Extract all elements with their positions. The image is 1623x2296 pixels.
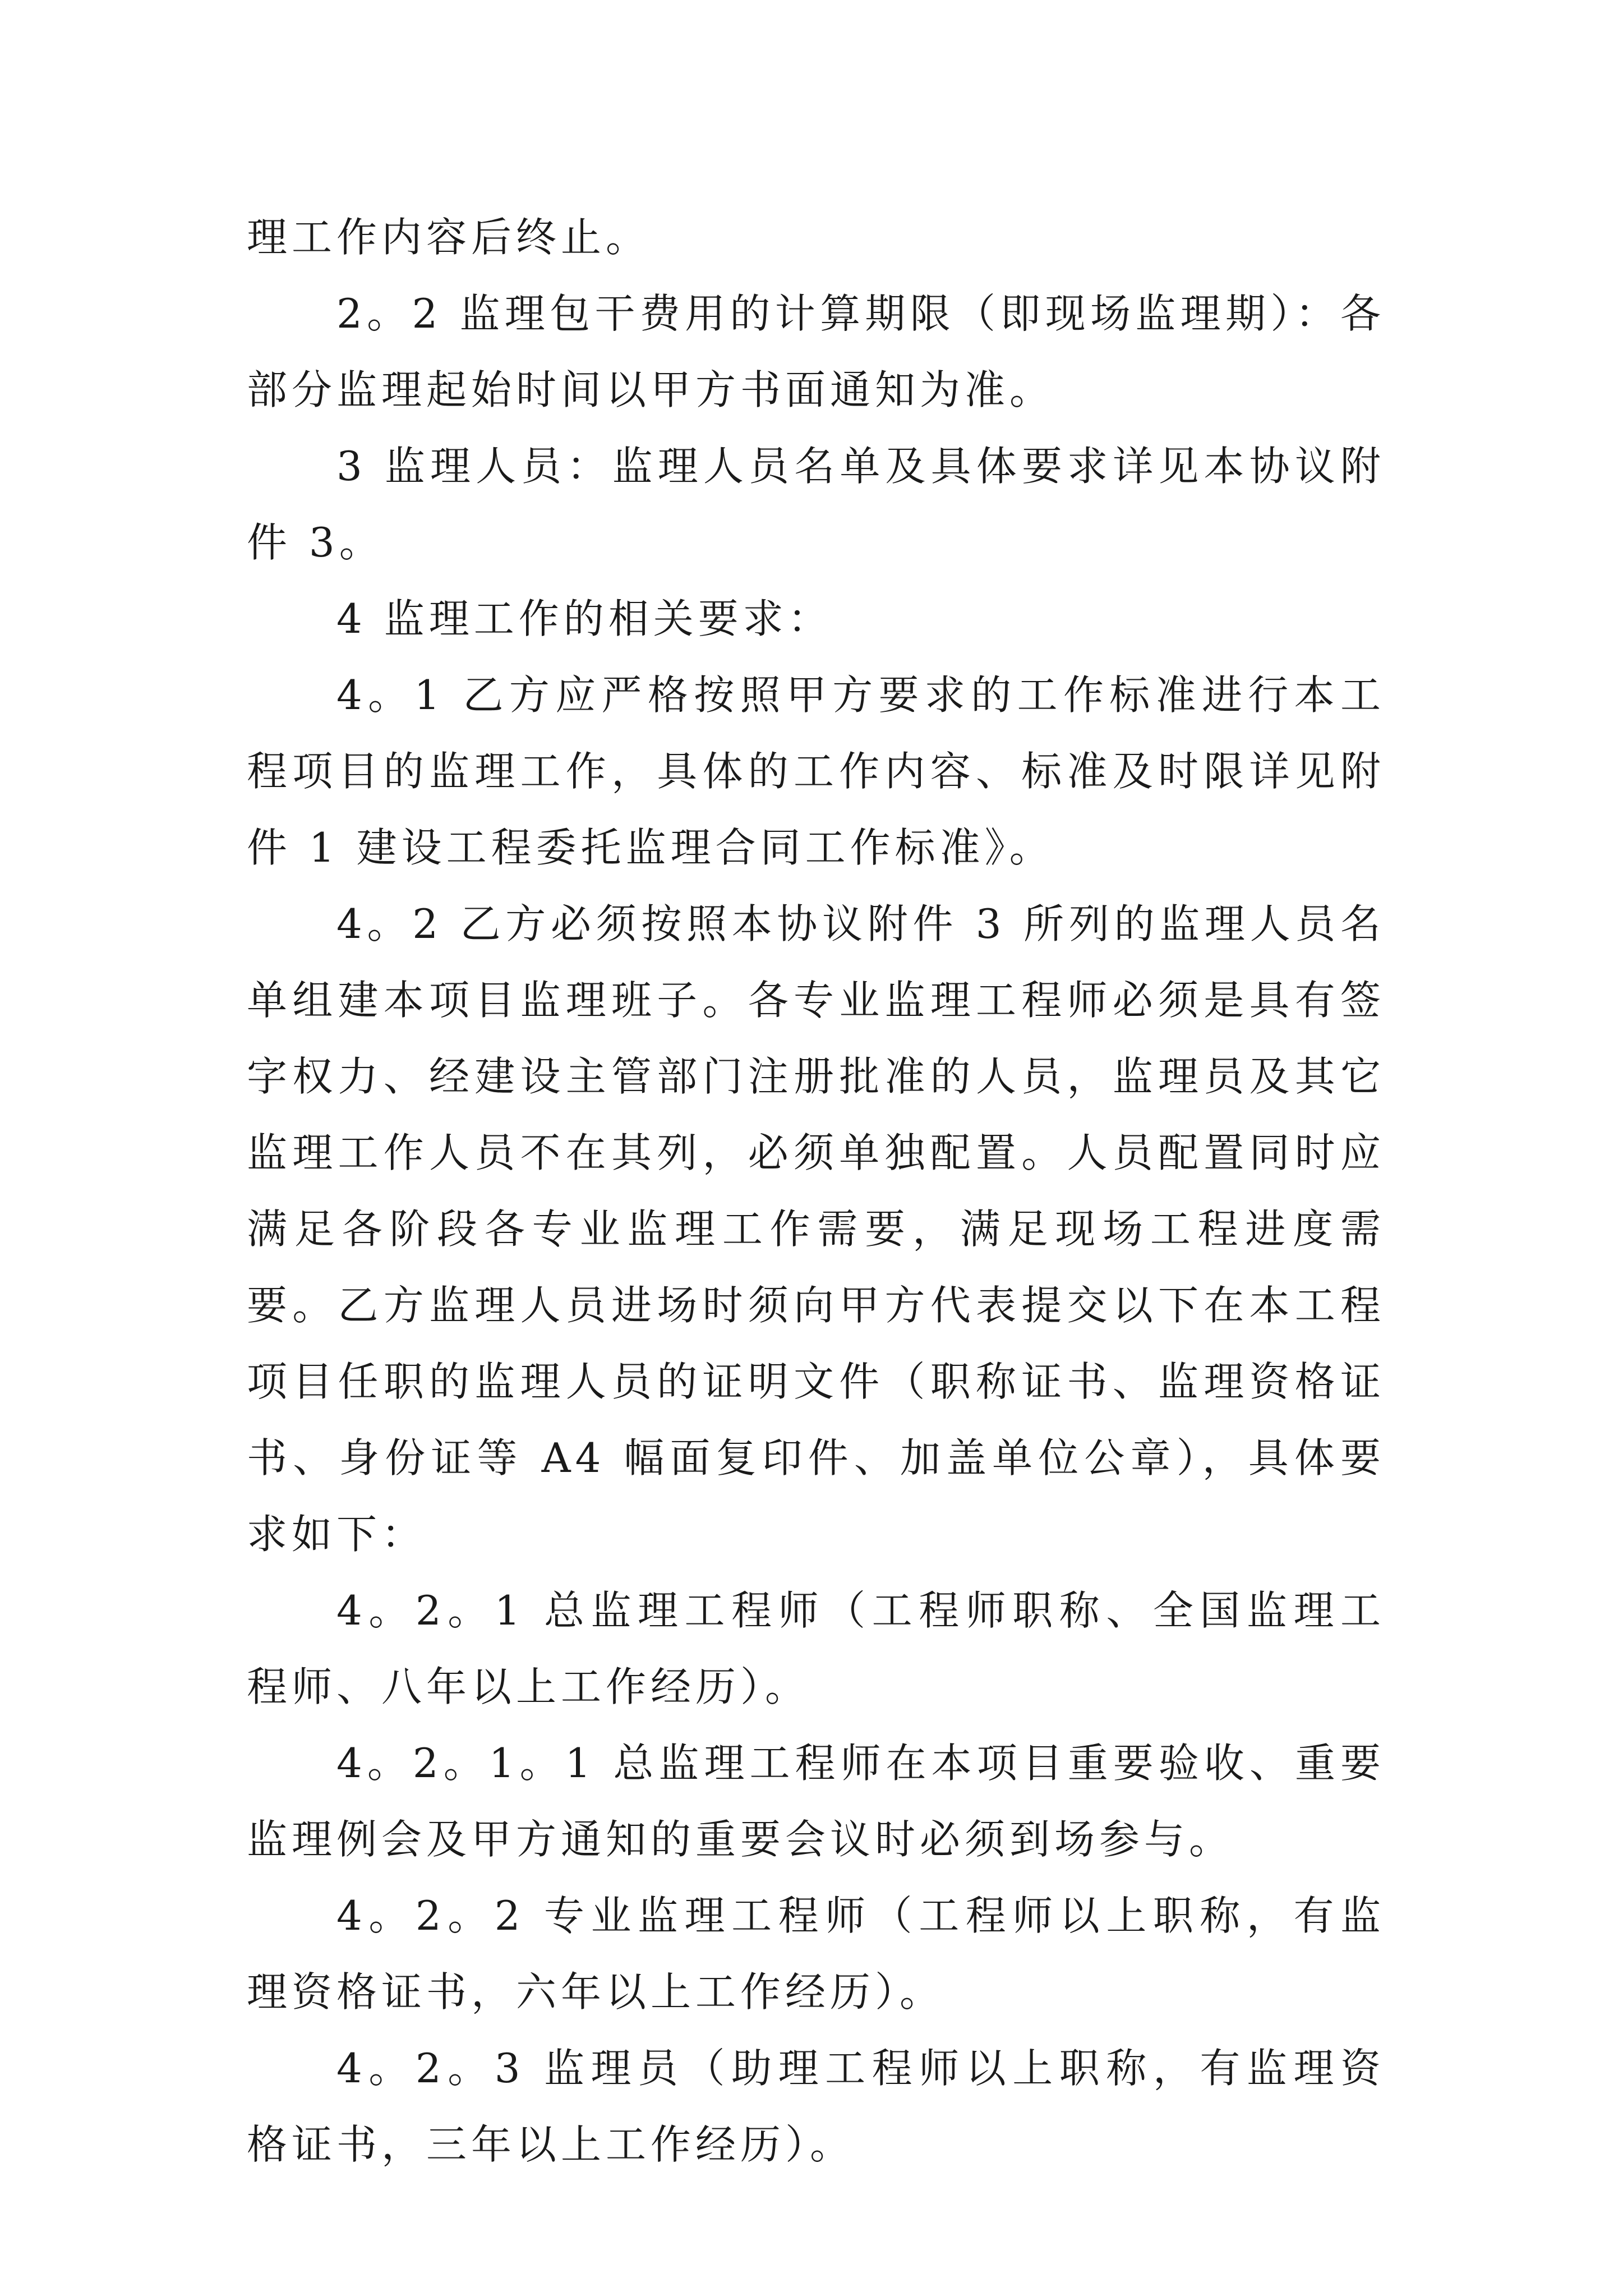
- document-body: [247, 199, 1385, 2183]
- paragraph-4-2: 4。2 乙方必须按照本协议附件 3 所列的监理人员名单组建本项目监理班子。各专业监理工程师必须是具有签字权力、经建设主管部门注册批准的人员，监理员及其它监理工作人员不在其列，必须单独配置。人员配置同时应满足各阶段各专业监理工作需要，满足现场工程进度需要。乙方监理人员进场时须向甲方代表提交以下在本工程项目任职的监理人员的证明文件（职称证书、监理资格证书、身份证等 A4 幅面复印件、加盖单位公章），具体要求如下：: [247, 900, 1385, 1558]
- paragraph-4-2-1: 4。2。1 总监理工程师（工程师职称、全国监理工程师、八年以上工作经历）。: [247, 1587, 1385, 1710]
- paragraph-4-1: 4。1 乙方应严格按照甲方要求的工作标准进行本工程项目的监理工作，具体的工作内容、标准及时限详见附件 1 建设工程委托监理合同工作标准》。: [247, 671, 1385, 871]
- paragraph-4-2-1-1: 4。2。1。1 总监理工程师在本项目重要验收、重要监理例会及甲方通知的重要会议时必须到场参与。: [247, 1740, 1385, 1863]
- paragraph-3: 3 监理人员：监理人员名单及具体要求详见本协议附件 3。: [247, 443, 1385, 566]
- paragraph-4-2-2: 4。2。2 专业监理工程师（工程师以上职称，有监理资格证书，六年以上工作经历）。: [247, 1892, 1385, 2016]
- paragraph-2-2: 2。2 监理包干费用的计算期限（即现场监理期）：各部分监理起始时间以甲方书面通知为准。: [247, 290, 1385, 413]
- paragraph-4: 4 监理工作的相关要求：: [336, 595, 833, 642]
- paragraph-4-2-3: 4。2。3 监理员（助理工程师以上职称，有监理资格证书，三年以上工作经历）。: [247, 2045, 1385, 2168]
- paragraph-continuation: 理工作内容后终止。: [247, 214, 651, 261]
